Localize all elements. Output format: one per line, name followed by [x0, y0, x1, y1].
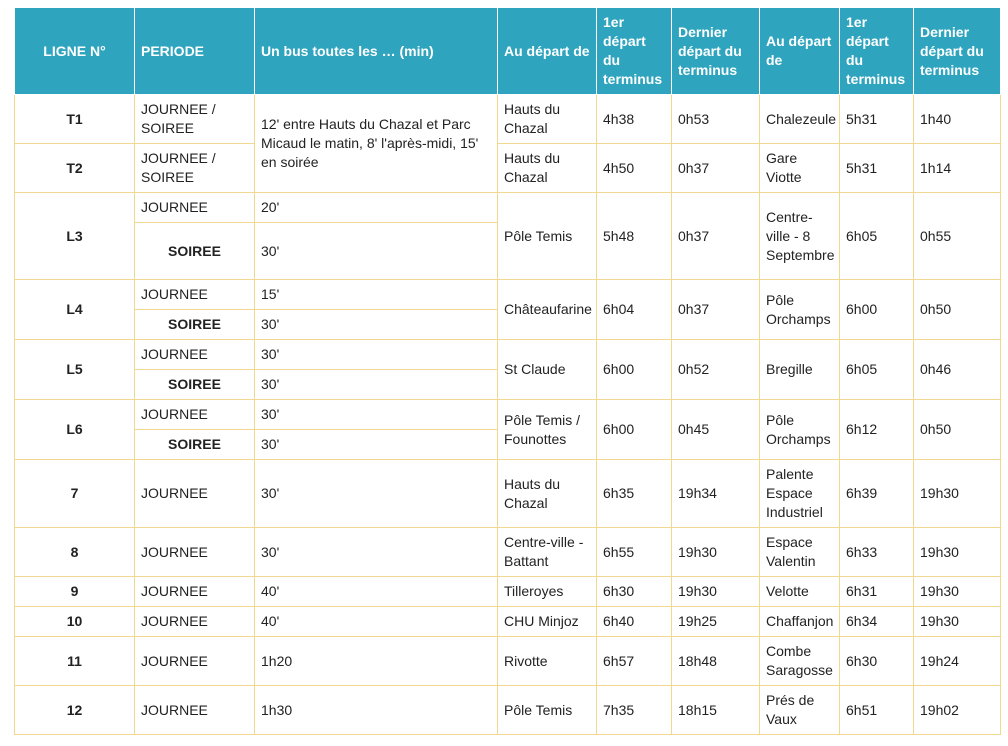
cell-dernier-b: 1h40 — [914, 95, 1001, 144]
table-header-row — [15, 8, 1001, 95]
cell-depart-b: Pôle Orchamps — [760, 400, 840, 460]
cell-depart-a: Pôle Temis / Founottes — [498, 400, 597, 460]
table-row — [15, 528, 1001, 577]
cell-frequence: 20' — [255, 193, 498, 223]
cell-premier-a: 4h38 — [597, 95, 672, 144]
cell-periode: JOURNEE — [135, 400, 255, 430]
cell-ligne: T1 — [15, 95, 135, 144]
cell-dernier-b: 1h14 — [914, 144, 1001, 193]
cell-dernier-b: 0h55 — [914, 193, 1001, 280]
header-premier-a: 1er départ du terminus — [597, 8, 672, 95]
cell-depart-b: Combe Saragosse — [760, 637, 840, 686]
cell-frequence: 30' — [255, 310, 498, 340]
cell-dernier-a: 19h30 — [672, 528, 760, 577]
cell-premier-b: 6h05 — [840, 340, 914, 400]
cell-depart-b: Pôle Orchamps — [760, 280, 840, 340]
cell-premier-a: 6h40 — [597, 607, 672, 637]
cell-depart-a: Centre-ville - Battant — [498, 528, 597, 577]
cell-frequence: 1h30 — [255, 686, 498, 735]
table-row — [15, 280, 1001, 310]
cell-frequence: 30' — [255, 370, 498, 400]
table-row — [15, 460, 1001, 528]
cell-periode: JOURNEE — [135, 280, 255, 310]
cell-frequence: 30' — [255, 340, 498, 370]
header-premier-b: 1er départ du terminus — [840, 8, 914, 95]
cell-dernier-a: 19h30 — [672, 577, 760, 607]
cell-ligne: L4 — [15, 280, 135, 340]
cell-periode: JOURNEE — [135, 460, 255, 528]
cell-premier-a: 6h00 — [597, 400, 672, 460]
cell-depart-a: Hauts du Chazal — [498, 144, 597, 193]
cell-ligne: L5 — [15, 340, 135, 400]
header-ligne: LIGNE N° — [15, 8, 135, 95]
header-dernier-a: Dernier départ du terminus — [672, 8, 760, 95]
cell-frequence: 40' — [255, 607, 498, 637]
cell-dernier-b: 19h30 — [914, 577, 1001, 607]
cell-dernier-a: 0h45 — [672, 400, 760, 460]
cell-dernier-b: 0h50 — [914, 280, 1001, 340]
cell-premier-a: 6h04 — [597, 280, 672, 340]
cell-periode: JOURNEE — [135, 340, 255, 370]
cell-dernier-b: 0h50 — [914, 400, 1001, 460]
cell-ligne: 8 — [15, 528, 135, 577]
cell-dernier-a: 0h37 — [672, 280, 760, 340]
cell-premier-a: 6h00 — [597, 340, 672, 400]
cell-depart-a: Tilleroyes — [498, 577, 597, 607]
cell-depart-b: Velotte — [760, 577, 840, 607]
cell-depart-b: Centre-ville - 8 Septembre — [760, 193, 840, 280]
cell-ligne: 12 — [15, 686, 135, 735]
cell-dernier-b: 19h30 — [914, 460, 1001, 528]
cell-frequence: 30' — [255, 528, 498, 577]
table-row — [15, 577, 1001, 607]
cell-depart-b: Gare Viotte — [760, 144, 840, 193]
table-row — [15, 95, 1001, 144]
cell-premier-a: 7h35 — [597, 686, 672, 735]
cell-periode: JOURNEE / SOIREE — [135, 95, 255, 144]
cell-premier-a: 5h48 — [597, 193, 672, 280]
cell-depart-a: Pôle Temis — [498, 193, 597, 280]
cell-dernier-a: 0h37 — [672, 193, 760, 280]
cell-ligne: 7 — [15, 460, 135, 528]
cell-ligne: L6 — [15, 400, 135, 460]
cell-dernier-a: 18h48 — [672, 637, 760, 686]
header-periode: PERIODE — [135, 8, 255, 95]
cell-depart-a: Hauts du Chazal — [498, 95, 597, 144]
cell-periode: JOURNEE — [135, 637, 255, 686]
cell-periode: JOURNEE — [135, 528, 255, 577]
cell-periode: JOURNEE — [135, 607, 255, 637]
cell-premier-a: 6h55 — [597, 528, 672, 577]
cell-depart-b: Chaffanjon — [760, 607, 840, 637]
cell-periode: JOURNEE — [135, 193, 255, 223]
cell-frequence: 30' — [255, 460, 498, 528]
cell-premier-b: 6h33 — [840, 528, 914, 577]
cell-periode-soiree: SOIREE — [135, 430, 255, 460]
cell-dernier-a: 0h53 — [672, 95, 760, 144]
header-depart-a: Au départ de — [498, 8, 597, 95]
cell-frequence: 30' — [255, 400, 498, 430]
table-row — [15, 193, 1001, 223]
cell-premier-b: 5h31 — [840, 144, 914, 193]
cell-periode-soiree: SOIREE — [135, 310, 255, 340]
header-depart-b: Au départ de — [760, 8, 840, 95]
cell-ligne: 9 — [15, 577, 135, 607]
header-dernier-b: Dernier départ du terminus — [914, 8, 1001, 95]
cell-premier-b: 6h39 — [840, 460, 914, 528]
cell-premier-b: 6h30 — [840, 637, 914, 686]
cell-periode-soiree: SOIREE — [135, 370, 255, 400]
cell-premier-a: 4h50 — [597, 144, 672, 193]
table-row — [15, 340, 1001, 370]
cell-periode: JOURNEE / SOIREE — [135, 144, 255, 193]
table-row — [15, 144, 1001, 193]
cell-dernier-b: 19h24 — [914, 637, 1001, 686]
cell-premier-b: 5h31 — [840, 95, 914, 144]
cell-frequence: 1h20 — [255, 637, 498, 686]
table-row — [15, 607, 1001, 637]
cell-depart-a: St Claude — [498, 340, 597, 400]
cell-periode: JOURNEE — [135, 577, 255, 607]
cell-dernier-b: 0h46 — [914, 340, 1001, 400]
cell-depart-b: Chalezeule — [760, 95, 840, 144]
cell-dernier-a: 19h34 — [672, 460, 760, 528]
cell-premier-b: 6h00 — [840, 280, 914, 340]
cell-ligne: L3 — [15, 193, 135, 280]
cell-dernier-a: 19h25 — [672, 607, 760, 637]
cell-ligne: 10 — [15, 607, 135, 637]
cell-ligne: T2 — [15, 144, 135, 193]
header-frequence: Un bus toutes les … (min) — [255, 8, 498, 95]
cell-premier-b: 6h12 — [840, 400, 914, 460]
table-row — [15, 686, 1001, 735]
cell-dernier-a: 0h37 — [672, 144, 760, 193]
cell-depart-a: CHU Minjoz — [498, 607, 597, 637]
cell-periode-soiree: SOIREE — [135, 223, 255, 280]
cell-tram-frequence: 12' entre Hauts du Chazal et Parc Micaud le matin, 8' l'après-midi, 15' en soirée — [255, 95, 498, 193]
cell-frequence: 40' — [255, 577, 498, 607]
cell-premier-a: 6h35 — [597, 460, 672, 528]
cell-dernier-b: 19h30 — [914, 607, 1001, 637]
cell-depart-a: Pôle Temis — [498, 686, 597, 735]
cell-dernier-b: 19h02 — [914, 686, 1001, 735]
cell-depart-b: Bregille — [760, 340, 840, 400]
cell-periode: JOURNEE — [135, 686, 255, 735]
cell-dernier-b: 19h30 — [914, 528, 1001, 577]
cell-premier-b: 6h05 — [840, 193, 914, 280]
cell-ligne: 11 — [15, 637, 135, 686]
bus-schedule-table — [14, 7, 1001, 735]
table-row — [15, 637, 1001, 686]
cell-depart-b: Palente Espace Industriel — [760, 460, 840, 528]
cell-depart-b: Espace Valentin — [760, 528, 840, 577]
cell-premier-b: 6h34 — [840, 607, 914, 637]
cell-premier-b: 6h51 — [840, 686, 914, 735]
cell-frequence: 30' — [255, 430, 498, 460]
cell-dernier-a: 18h15 — [672, 686, 760, 735]
cell-depart-b: Prés de Vaux — [760, 686, 840, 735]
table-row — [15, 400, 1001, 430]
cell-premier-a: 6h30 — [597, 577, 672, 607]
cell-depart-a: Châteaufarine — [498, 280, 597, 340]
cell-frequence: 15' — [255, 280, 498, 310]
cell-depart-a: Rivotte — [498, 637, 597, 686]
cell-depart-a: Hauts du Chazal — [498, 460, 597, 528]
cell-premier-b: 6h31 — [840, 577, 914, 607]
cell-dernier-a: 0h52 — [672, 340, 760, 400]
cell-premier-a: 6h57 — [597, 637, 672, 686]
cell-frequence: 30' — [255, 223, 498, 280]
